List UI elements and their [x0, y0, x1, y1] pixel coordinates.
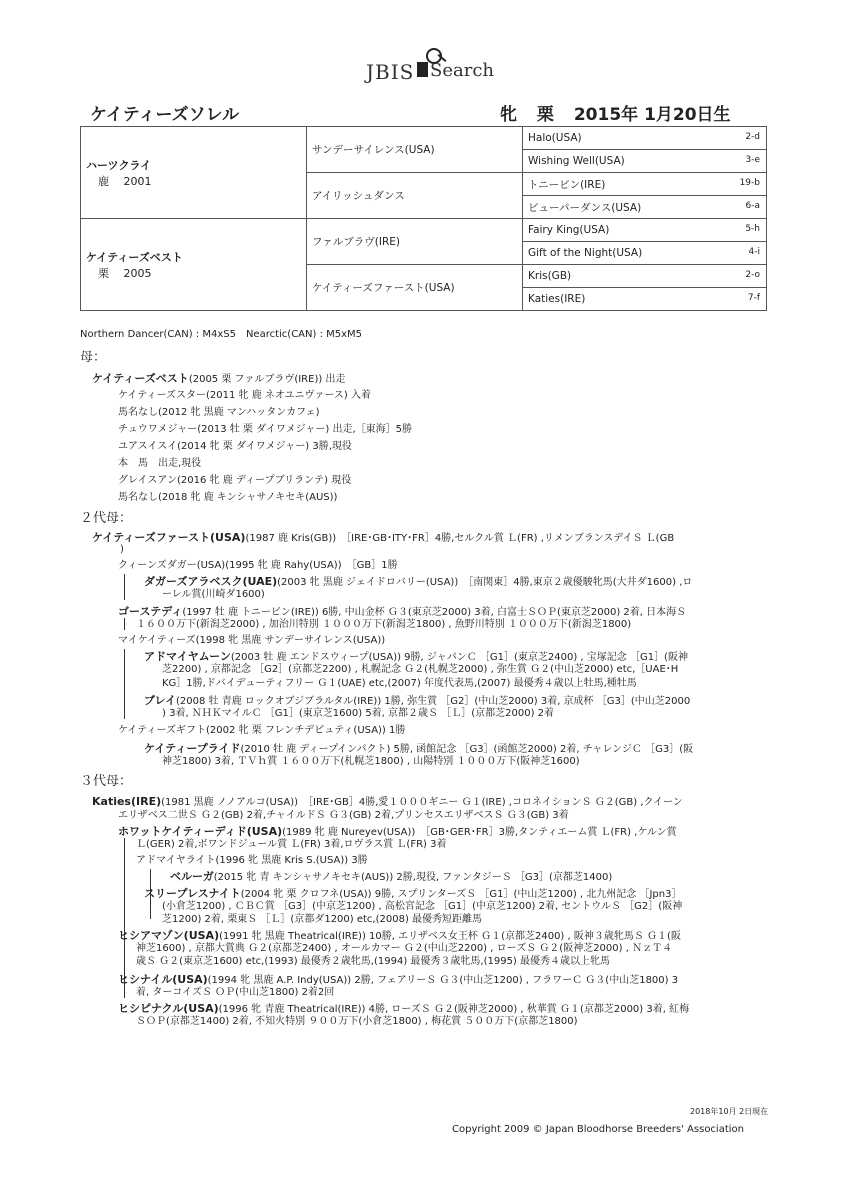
family-line: ケイティーズスター(2011 牝 鹿 ネオユニヴァース) 入着: [118, 390, 371, 401]
family-number: 3-e: [745, 155, 760, 165]
sire-name: ハーツクライ: [86, 158, 152, 172]
ped-name: トニービン(IRE): [528, 178, 606, 191]
horse-sex: 牝: [500, 105, 517, 125]
family-line: ヒシナイル(USA)(1994 牝 黒鹿 A.P. Indy(USA)) 2勝, フェアリーＳ Ｇ３(中山芝1200) , フラワーＣ Ｇ３(中山芝1800) 3: [118, 973, 679, 986]
family-line: ベルーガ(2015 牝 青 キンシャサノキセキ(AUS)) 2勝,現役, ファンタジーＳ ［G3］(京都芝1400): [170, 870, 613, 883]
ped-name: ビューパーダンス(USA): [528, 201, 642, 214]
ped-name: Halo(USA): [528, 132, 582, 144]
family-line: クィーンズダガー(USA)(1995 牝 鹿 Rahy(USA)) ［GB］1勝: [118, 560, 398, 571]
family-line: ブレイ(2008 牡 青鹿 ロックオブジブラルタル(IRE)) 1勝, 弥生賞 ［G2］(中山芝2000) 3着, 京成杯 ［G3］(中山芝2000: [144, 694, 691, 707]
family-line: ケイティープライド(2010 牡 鹿 ディープインパクト) 5勝, 函館記念 ［G3］(函館芝2000) 2着, チャレンジＣ ［G3］(阪: [144, 742, 694, 755]
inbreeding-note: Northern Dancer(CAN) : M4xS5 Nearctic(CAN) : M5xM5: [80, 329, 363, 340]
family-number: 5-h: [745, 224, 760, 234]
family-line: ): [120, 544, 124, 555]
section-heading-third-dam: ３代母：: [80, 774, 133, 789]
family-line: アドマイヤライト(1996 牝 黒鹿 Kris S.(USA)) 3勝: [136, 855, 368, 866]
family-line: スリープレスナイト(2004 牝 栗 クロフネ(USA)) 9勝, スプリンターズＳ ［G1］(中山芝1200) , 北九州記念 ［Jpn3］: [144, 887, 682, 900]
section-heading-mother: 母：: [80, 350, 107, 365]
ped-name: Katies(IRE): [528, 293, 586, 305]
family-line: ーレル賞(川崎ダ1600): [162, 589, 265, 600]
pedigree-ss-sire[interactable]: [523, 127, 767, 150]
pedigree-sire-dam[interactable]: [307, 173, 523, 219]
family-line: 馬名なし(2018 牝 鹿 キンシャサノキセキ(AUS)): [118, 492, 338, 503]
ped-name: サンデーサイレンス(USA): [312, 144, 435, 156]
ped-name: ケイティーズファースト(USA): [312, 282, 455, 294]
pedigree-ss-dam[interactable]: [523, 150, 767, 173]
pedigree-dam-sire[interactable]: [307, 219, 523, 265]
pedigree-dam-dam[interactable]: [307, 265, 523, 311]
family-line: ケイティーズギフト(2002 牝 栗 フレンチデピュティ(USA)) 1勝: [118, 725, 406, 736]
family-line: ダガーズアラベスク(UAE)(2003 牝 黒鹿 ジェイドロバリー(USA)) ［南関東］4勝,東京２歳優駿牝馬(大井ダ1600) ,ロ: [144, 575, 693, 588]
family-line: アドマイヤムーン(2003 牡 鹿 エンドスウィープ(USA)) 9勝, ジャパンＣ ［G1］(東京芝2400) , 宝塚記念 ［G1］(阪神: [144, 650, 688, 663]
ped-name: Fairy King(USA): [528, 224, 610, 236]
family-line: ケイティーズファースト(USA)(1987 鹿 Kris(GB)) ［IRE･GB･ITY･FR］4勝,セルクル賞 Ｌ(FR) ,リメンブランスデイＳ Ｌ(GB: [92, 531, 675, 544]
family-number: 2-d: [745, 132, 760, 142]
horse-birth: 2015年 1月20日生: [573, 105, 731, 125]
pedigree-sire[interactable]: [81, 127, 307, 219]
family-number: 4-i: [748, 247, 760, 257]
family-line: ユアスイスイ(2014 牝 栗 ダイワメジャー) 3勝,現役: [118, 441, 352, 452]
pedigree-sd-sire[interactable]: [523, 173, 767, 196]
sire-info: 鹿 2001: [98, 174, 152, 188]
family-line: 本 馬 出走,現役: [118, 458, 202, 469]
family-line: 神芝1600) , 京都大賞典 Ｇ２(京都芝2400) , オールカマー Ｇ２(中山芝2200) , ローズＳ Ｇ２(阪神芝2000) , ＮｚＴ４: [136, 943, 673, 954]
family-line: エリザベス二世Ｓ Ｇ２(GB) 2着,チャイルドＳ Ｇ３(GB) 2着,プリンセスエリザベスＳ Ｇ３(GB) 3着: [118, 810, 569, 821]
family-number: 19-b: [739, 178, 760, 188]
pedigree-table: [80, 126, 767, 311]
family-line: 歳Ｓ Ｇ２(東京芝1600) etc,(1993) 最優秀２歳牝馬,(1994) 最優秀３歳牝馬,(1995) 最優秀４歳以上牝馬: [136, 956, 611, 967]
logo-text-right: Search: [430, 60, 494, 81]
family-number: 2-o: [745, 270, 760, 280]
pedigree-sire-sire[interactable]: [307, 127, 523, 173]
pedigree-sd-dam[interactable]: [523, 196, 767, 219]
pedigree-dd-dam[interactable]: [523, 288, 767, 311]
as-of-date: 2018年10月 2日現在: [690, 1107, 769, 1116]
dam-name: ケイティーズベスト: [86, 250, 183, 264]
family-line: グレイスアン(2016 牝 鹿 ディープブリランテ) 現役: [118, 475, 352, 486]
tree-connector: [124, 649, 125, 719]
family-line: Ｌ(GER) 2着,ボワンドジュール賞 Ｌ(FR) 3着,ロヴラス賞 Ｌ(FR) 3着: [136, 839, 447, 850]
horse-name: ケイティーズソレル: [90, 105, 240, 125]
family-line: 馬名なし(2012 牝 黒鹿 マンハッタンカフェ): [118, 407, 320, 418]
family-line: ) 3着, ＮＨＫマイルＣ ［G1］(東京芝1600) 5着, 京都２歳Ｓ ［Ｌ］(京都芝2000) 2着: [162, 708, 555, 719]
ped-name: Wishing Well(USA): [528, 155, 625, 167]
dam-info: 栗 2005: [98, 266, 152, 280]
family-number: 7-f: [747, 293, 760, 303]
ped-name: Kris(GB): [528, 270, 572, 282]
family-line: 芝1200) 2着, 栗東Ｓ ［Ｌ］(京都ダ1200) etc,(2008) 最優秀短距離馬: [162, 914, 483, 925]
logo-text-left: JBIS: [366, 60, 415, 84]
logo-square-icon: [417, 62, 428, 77]
family-line: マイケイティーズ(1998 牝 黒鹿 サンデーサイレンス(USA)): [118, 635, 386, 646]
family-line: ケイティーズベスト(2005 栗 ファルブラヴ(IRE)) 出走: [92, 372, 346, 385]
horse-meta: [500, 100, 745, 125]
jbis-search-logo: [366, 48, 496, 88]
pedigree-ds-dam[interactable]: [523, 242, 767, 265]
ped-name: Gift of the Night(USA): [528, 247, 643, 259]
ped-name: アイリッシュダンス: [312, 190, 405, 202]
copyright: Copyright 2009 © Japan Bloodhorse Breeders' Association: [452, 1124, 744, 1135]
family-line: ヒシアマゾン(USA)(1991 牝 黒鹿 Theatrical(IRE)) 10勝, エリザベス女王杯 Ｇ１(京都芝2400) , 阪神３歳牝馬Ｓ Ｇ１(阪: [118, 929, 681, 942]
family-line: (小倉芝1200) , ＣＢＣ賞 ［G3］(中京芝1200) , 高松宮記念 ［G1］(中京芝1200) 2着, セントウルＳ ［G2］(阪神: [162, 901, 683, 912]
family-line: 芝2200) , 京都記念 ［G2］(京都芝2200) , 札幌記念 Ｇ２(札幌芝2000) , 弥生賞 Ｇ２(中山芝2000) etc,［UAE･H: [162, 664, 679, 675]
pedigree-dam[interactable]: [81, 219, 307, 311]
family-line: KG］1勝,ドバイデューティフリー Ｇ１(UAE) etc,(2007) 年度代表馬,(2007) 最優秀４歳以上牡馬,種牡馬: [162, 678, 637, 689]
family-line: ヒシピナクル(USA)(1996 牝 青鹿 Theatrical(IRE)) 4勝, ローズＳ Ｇ２(阪神芝2000) , 秋華賞 Ｇ１(京都芝2000) 3着, 紅梅: [118, 1002, 690, 1015]
pedigree-dd-sire[interactable]: [523, 265, 767, 288]
section-heading-second-dam: ２代母：: [80, 511, 133, 526]
pedigree-ds-sire[interactable]: [523, 219, 767, 242]
family-line: ＳＯＰ(京都芝1400) 2着, 不知火特別 ９００万下(小倉芝1800) , 梅花賞 ５００万下(京都芝1800): [136, 1016, 578, 1027]
family-line: １６００万下(新潟芝2000) , 加治川特別 １０００万下(新潟芝1800) , 魚野川特別 １０００万下(新潟芝1800): [136, 619, 632, 630]
ped-name: ファルブラヴ(IRE): [312, 236, 401, 248]
family-line: 着, ターコイズＳ ＯＰ(中山芝1800) 2着2回: [136, 987, 335, 998]
family-number: 6-a: [745, 201, 760, 211]
family-line: Katies(IRE)(1981 黒鹿 ノノアルコ(USA)) ［IRE･GB］4勝,愛１０００ギニー Ｇ１(IRE) ,コロネイションＳ Ｇ２(GB) ,クイーン: [92, 795, 683, 808]
family-line: 神芝1800) 3着, ＴＶｈ賞 １６００万下(札幌芝1800) , 山陽特別 １０００万下(阪神芝1600): [162, 756, 580, 767]
family-line: ゴーステディ(1997 牡 鹿 トニービン(IRE)) 6勝, 中山金杯 Ｇ３(東京芝2000) 3着, 白富士ＳＯＰ(東京芝2000) 2着, 日本海Ｓ: [118, 605, 687, 618]
family-line: ホワットケイティーディド(USA)(1989 牝 鹿 Nureyev(USA)) ［GB･GER･FR］3勝,タンティエーム賞 Ｌ(FR) ,ケルン賞: [118, 825, 677, 838]
family-line: チュウワメジャー(2013 牡 栗 ダイワメジャー) 出走,［東海］5勝: [118, 424, 413, 435]
horse-color: 栗: [536, 105, 554, 125]
tree-connector: [124, 574, 125, 600]
